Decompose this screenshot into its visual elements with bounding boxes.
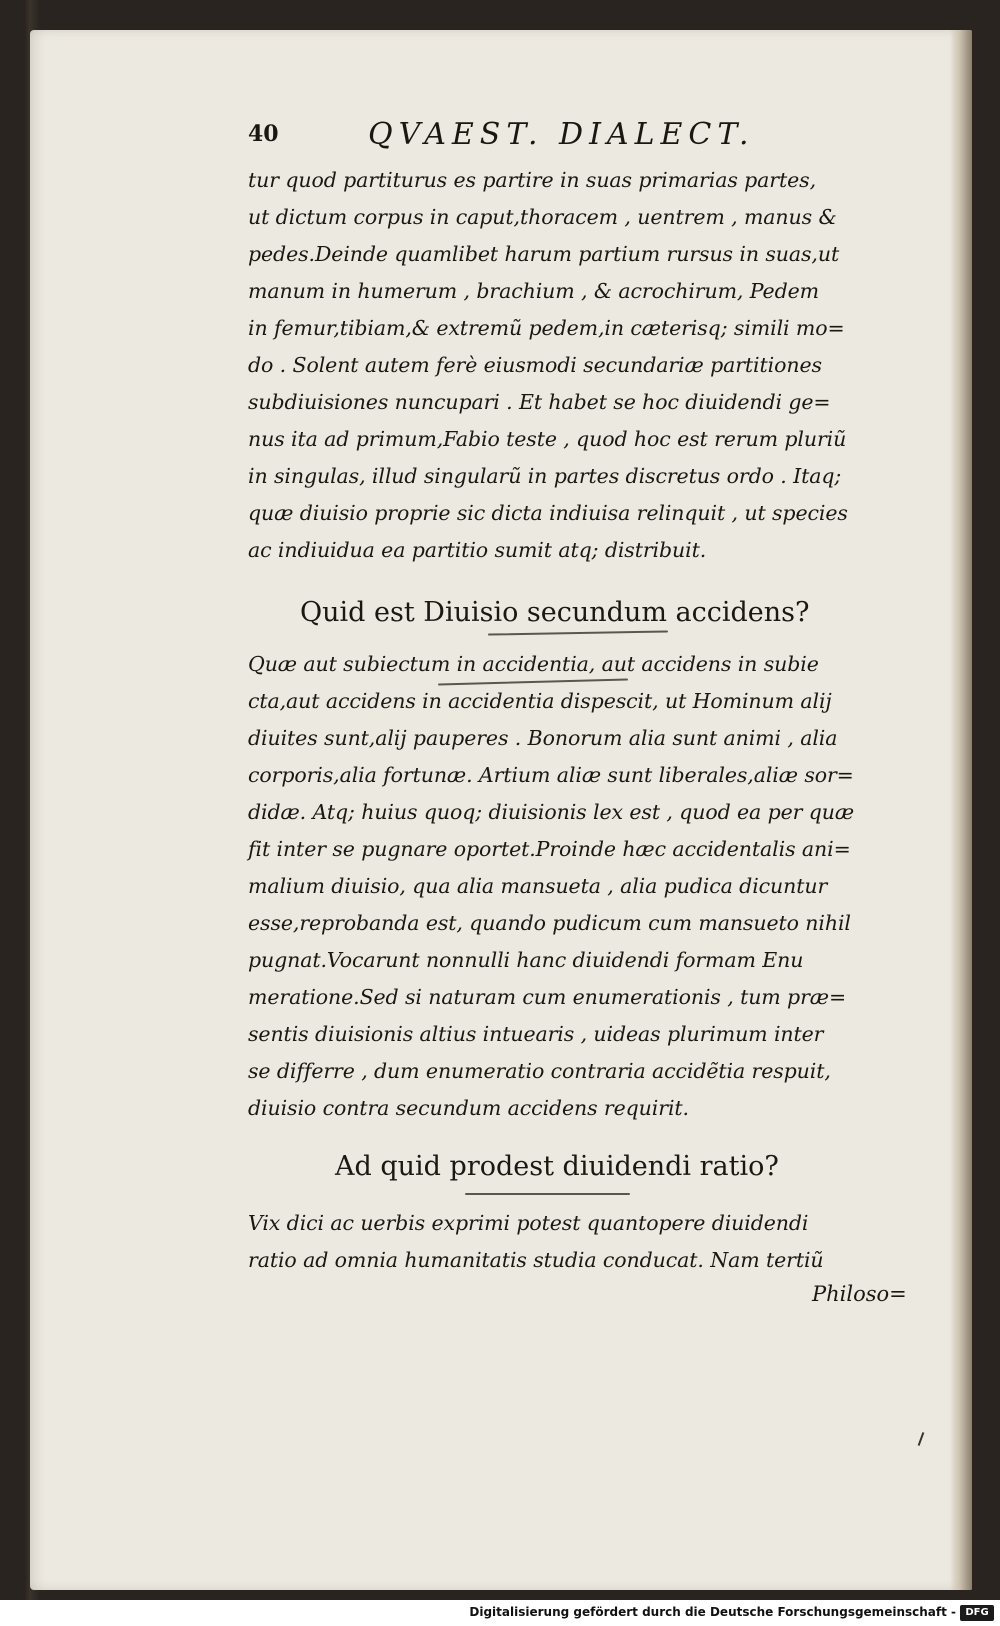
text-line: cta,aut accidens in accidentia dispescit, ut Hominum alij: [248, 689, 832, 713]
text-line: fit inter se pugnare oportet.Proinde hæc accidentalis ani=: [248, 837, 851, 861]
text-line: didæ. Atq; huius quoq; diuisionis lex est , quod ea per quæ: [248, 800, 855, 824]
text-line: se differre , dum enumeratio contraria accidẽtia respuit,: [248, 1059, 831, 1083]
text-line: malium diuisio, qua alia mansueta , alia pudica dicuntur: [248, 874, 828, 898]
text-line: pedes.Deinde quamlibet harum partium rursus in suas,ut: [248, 242, 840, 266]
paragraph-3: [248, 1205, 898, 1279]
text-line: do . Solent autem ferè eiusmodi secundariæ partitiones: [248, 353, 822, 377]
page-edge: [950, 30, 972, 1590]
catchword: Philoso=: [812, 1282, 907, 1306]
section-heading-2: Ad quid prodest diuidendi ratio?: [335, 1151, 779, 1182]
digitization-footer: [0, 1600, 1000, 1626]
text-line: ratio ad omnia humanitatis studia conducat. Nam tertiũ: [248, 1248, 824, 1272]
footer-credit: Digitalisierung gefördert durch die Deutsche Forschungsgemeinschaft -: [469, 1605, 956, 1619]
text-line: esse,reprobanda est, quando pudicum cum mansueto nihil: [248, 911, 851, 935]
text-line: nus ita ad primum,Fabio teste , quod hoc est rerum pluriũ: [248, 427, 847, 451]
text-line: in femur,tibiam,& extremũ pedem,in cæterisq; simili mo=: [248, 316, 845, 340]
text-line: Quæ aut subiectum in accidentia, aut accidens in subie: [248, 652, 819, 676]
paragraph-1: [248, 162, 898, 569]
paragraph-2: [248, 646, 898, 1127]
underline-mark: [465, 1193, 630, 1195]
text-line: ac indiuidua ea partitio sumit atq; distribuit.: [248, 538, 707, 562]
running-title: QVAEST. DIALECT.: [368, 117, 755, 152]
text-line: pugnat.Vocarunt nonnulli hanc diuidendi formam Enu: [248, 948, 804, 972]
text-line: diuites sunt,alij pauperes . Bonorum alia sunt animi , alia: [248, 726, 838, 750]
text-line: in singulas, illud singularũ in partes discretus ordo . Itaq;: [248, 464, 842, 488]
dfg-logo: DFG: [960, 1605, 994, 1621]
text-line: ut dictum corpus in caput,thoracem , uentrem , manus &: [248, 205, 837, 229]
text-line: Vix dici ac uerbis exprimi potest quantopere diuidendi: [248, 1211, 809, 1235]
text-line: manum in humerum , brachium , & acrochirum, Pedem: [248, 279, 819, 303]
text-line: diuisio contra secundum accidens requirit.: [248, 1096, 689, 1120]
text-line: sentis diuisionis altius intuearis , uideas plurimum inter: [248, 1022, 824, 1046]
text-line: corporis,alia fortunæ. Artium aliæ sunt liberales,aliæ sor=: [248, 763, 854, 787]
page-header: [248, 117, 808, 157]
text-line: quæ diuisio proprie sic dicta indiuisa relinquit , ut species: [248, 501, 848, 525]
text-line: tur quod partiturus es partire in suas primarias partes,: [248, 168, 817, 192]
page-number: 40: [248, 121, 279, 147]
section-heading-1: Quid est Diuisio secundum accidens?: [300, 597, 810, 628]
text-line: subdiuisiones nuncupari . Et habet se hoc diuidendi ge=: [248, 390, 831, 414]
text-line: meratione.Sed si naturam cum enumerationis , tum præ=: [248, 985, 847, 1009]
